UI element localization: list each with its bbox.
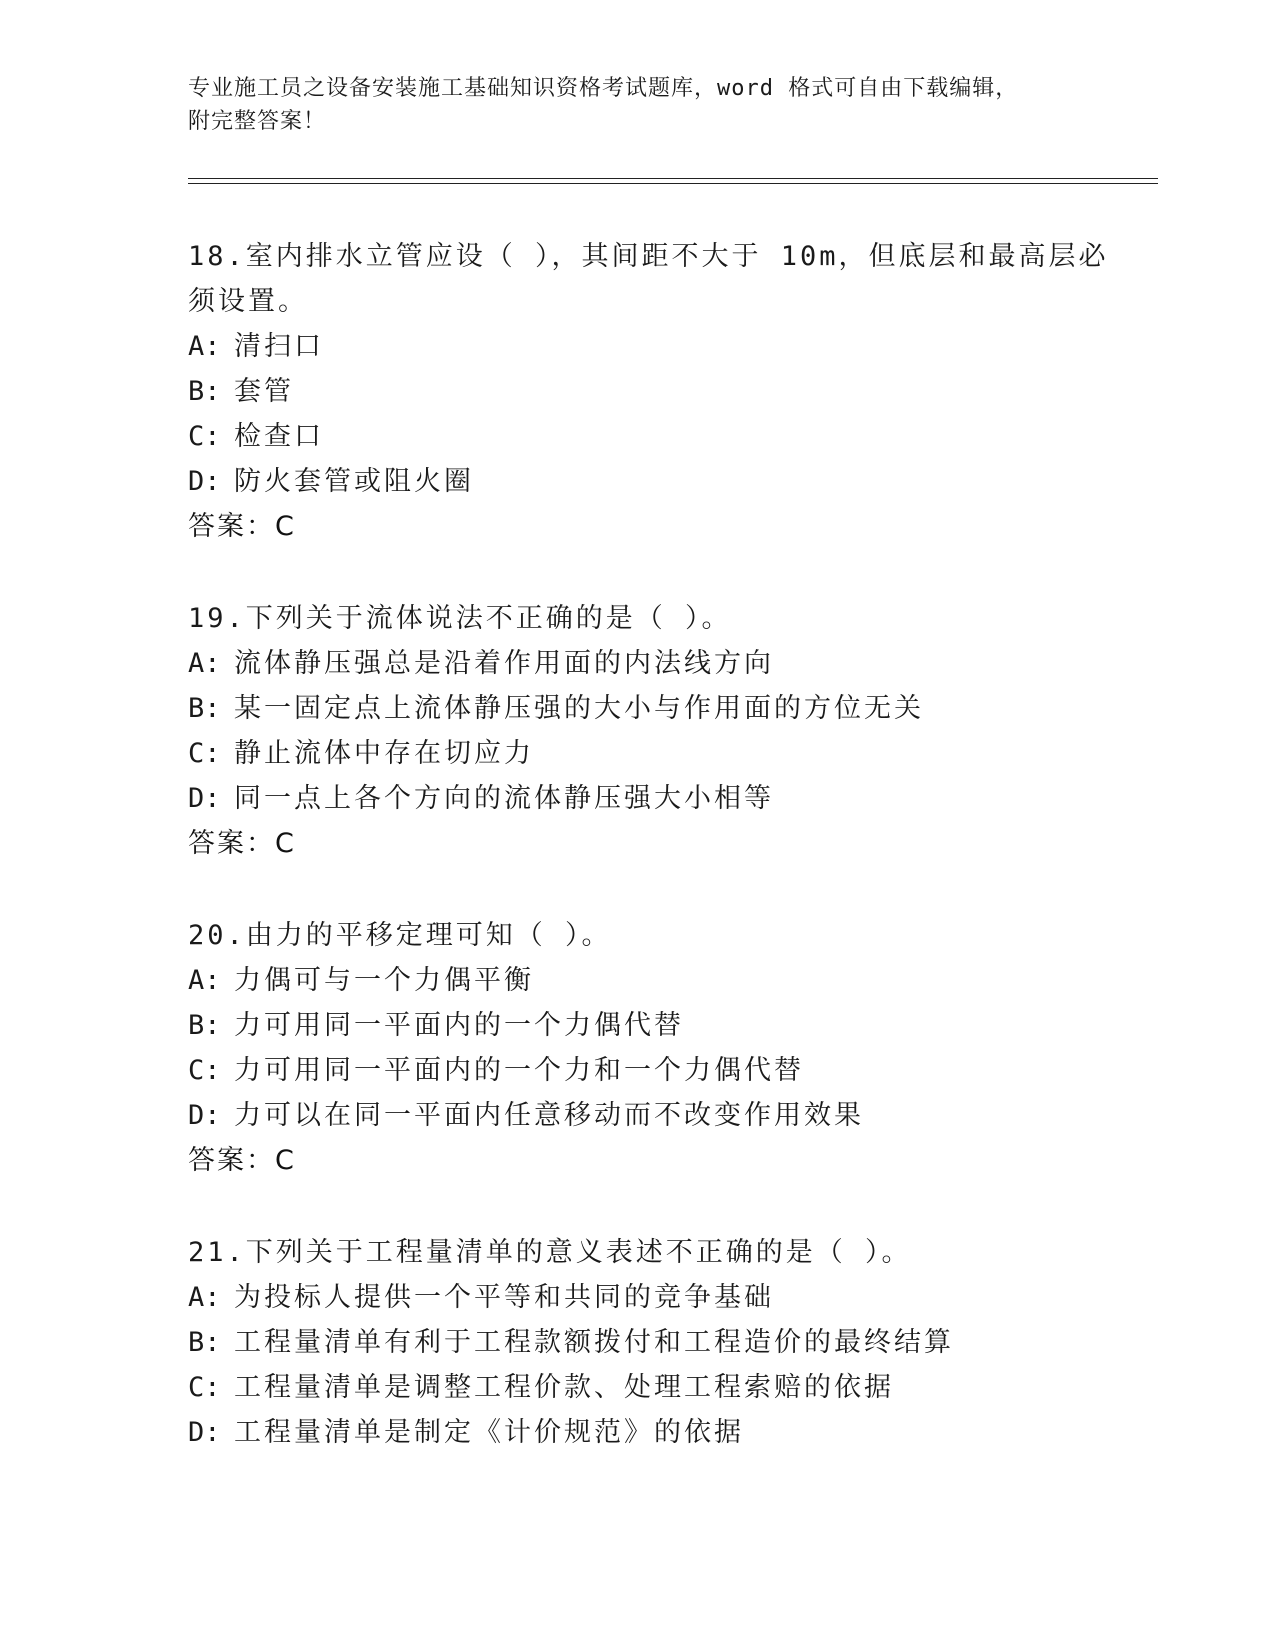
- question-list: [188, 234, 1128, 1501]
- option-letter: C:: [188, 1372, 221, 1403]
- option-b: [188, 1003, 1128, 1048]
- option-text: 工程量清单是制定《计价规范》的依据: [234, 1417, 744, 1448]
- option-text: 力可以在同一平面内任意移动而不改变作用效果: [234, 1100, 864, 1131]
- question-20: [188, 913, 1128, 1184]
- answer: 答案：C: [188, 511, 296, 542]
- option-b: [188, 1320, 1128, 1365]
- answer: 答案：C: [188, 828, 296, 859]
- header-double-rule: [188, 178, 1158, 184]
- option-a: [188, 324, 1128, 369]
- option-letter: B:: [188, 693, 221, 724]
- option-letter: A:: [188, 1282, 221, 1313]
- option-text: 套管: [234, 376, 294, 407]
- option-c: [188, 1365, 1128, 1410]
- option-letter: B:: [188, 1327, 221, 1358]
- question-text: 18.室内排水立管应设（ ），其间距不大于 10m，但底层和最高层必须设置。: [188, 241, 1109, 317]
- option-letter: A:: [188, 965, 221, 996]
- option-text: 清扫口: [234, 331, 324, 362]
- option-d: [188, 459, 1128, 504]
- option-text: 静止流体中存在切应力: [234, 738, 534, 769]
- option-c: [188, 731, 1128, 776]
- option-text: 某一固定点上流体静压强的大小与作用面的方位无关: [234, 693, 924, 724]
- question-21: [188, 1230, 1128, 1455]
- option-text: 力可用同一平面内的一个力和一个力偶代替: [234, 1055, 804, 1086]
- question-18: [188, 234, 1128, 550]
- question-19: [188, 596, 1128, 867]
- question-text: 21.下列关于工程量清单的意义表述不正确的是（ ）。: [188, 1237, 912, 1268]
- option-letter: D:: [188, 1100, 221, 1131]
- option-text: 流体静压强总是沿着作用面的内法线方向: [234, 648, 774, 679]
- option-b: [188, 686, 1128, 731]
- question-text: 19.下列关于流体说法不正确的是（ ）。: [188, 603, 732, 634]
- option-text: 同一点上各个方向的流体静压强大小相等: [234, 783, 774, 814]
- option-text: 防火套管或阻火圈: [234, 466, 474, 497]
- answer: 答案：C: [188, 1145, 296, 1176]
- option-letter: C:: [188, 738, 221, 769]
- option-d: [188, 1093, 1128, 1138]
- option-a: [188, 958, 1128, 1003]
- option-letter: B:: [188, 376, 221, 407]
- option-letter: C:: [188, 421, 221, 452]
- option-text: 力可用同一平面内的一个力偶代替: [234, 1010, 684, 1041]
- header-line-2: 附完整答案！: [188, 109, 327, 134]
- option-c: [188, 414, 1128, 459]
- option-letter: B:: [188, 1010, 221, 1041]
- option-letter: D:: [188, 466, 221, 497]
- question-text: 20.由力的平移定理可知（ ）。: [188, 920, 612, 951]
- option-letter: C:: [188, 1055, 221, 1086]
- option-d: [188, 776, 1128, 821]
- option-letter: A:: [188, 331, 221, 362]
- option-text: 力偶可与一个力偶平衡: [234, 965, 534, 996]
- option-letter: D:: [188, 783, 221, 814]
- option-a: [188, 641, 1128, 686]
- option-a: [188, 1275, 1128, 1320]
- option-c: [188, 1048, 1128, 1093]
- option-text: 为投标人提供一个平等和共同的竞争基础: [234, 1282, 774, 1313]
- option-d: [188, 1410, 1128, 1455]
- document-header: [188, 72, 1088, 138]
- header-line-1: 专业施工员之设备安装施工基础知识资格考试题库，word 格式可自由下载编辑，: [188, 76, 1019, 101]
- option-letter: A:: [188, 648, 221, 679]
- option-text: 工程量清单有利于工程款额拨付和工程造价的最终结算: [234, 1327, 954, 1358]
- option-b: [188, 369, 1128, 414]
- option-letter: D:: [188, 1417, 221, 1448]
- option-text: 检查口: [234, 421, 324, 452]
- option-text: 工程量清单是调整工程价款、处理工程索赔的依据: [234, 1372, 894, 1403]
